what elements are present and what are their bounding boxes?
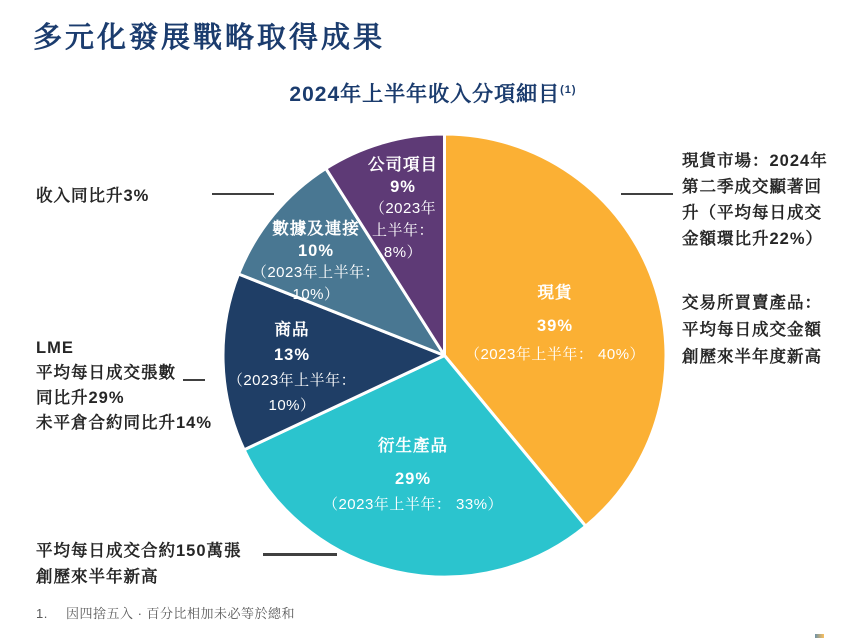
callout-line-revenue	[212, 193, 274, 195]
callout-line-lme	[183, 379, 205, 381]
footnote	[36, 603, 295, 622]
slice-prev-year: （2023年上半年： 40%）	[464, 346, 646, 363]
callout-line-adv	[263, 553, 337, 556]
chart-title-footnote-ref: (1)	[560, 84, 577, 96]
annotation-line: 現貨市場：2024年	[682, 152, 828, 170]
slice-prev-year: （2023年上半年： 33%）	[322, 496, 504, 513]
annotation-line: 金額環比升22%）	[682, 230, 824, 248]
pie-svg	[220, 131, 669, 580]
slice-percent: 10%	[297, 242, 335, 260]
annotation-line: 創歷來半年度新高	[682, 348, 822, 366]
annotation-line: 未平倉合約同比升14%	[36, 414, 213, 432]
annotation-line: LME	[36, 339, 74, 357]
slice-name: 商品	[274, 321, 310, 339]
annotation-cash-market	[682, 148, 828, 252]
slice-name: 現貨	[537, 284, 573, 302]
slice-prev-year: （2023年上半年：	[251, 264, 381, 281]
slice-percent: 29%	[394, 470, 432, 488]
slice-prev-year: 10%）	[268, 397, 316, 414]
bottom-edge-artifact	[815, 634, 824, 638]
annotation-line: 平均每日成交金額	[682, 321, 822, 339]
slice-prev-year: 上半年：	[371, 222, 434, 239]
slice-prev-year: （2023年上半年：	[227, 372, 357, 389]
annotation-line: 第二季成交顯著回	[682, 178, 822, 196]
annotation-line: 交易所買賣產品：	[682, 294, 822, 312]
slice-prev-year: 10%）	[292, 286, 340, 303]
annotation-lme	[36, 336, 212, 436]
chart-title-text: 2024年上半年收入分項細目	[289, 83, 561, 106]
callout-line-cash-market	[621, 193, 673, 195]
slice-name: 公司項目	[368, 156, 438, 174]
slice-prev-year: （2023年	[369, 200, 437, 217]
annotation-line: 同比升29%	[36, 389, 125, 407]
annotation-line: 平均每日成交合約150萬張	[36, 542, 242, 560]
slice-percent: 9%	[390, 178, 416, 196]
slice-prev-year: 8%）	[383, 244, 423, 261]
annotation-line: 創歷來半年新高	[36, 568, 159, 586]
annotation-line: 平均每日成交張數	[36, 364, 176, 382]
annotation-line: 升（平均每日成交	[682, 204, 822, 222]
footnote-marker: 1.	[36, 606, 48, 621]
slice-name: 數據及連接	[272, 220, 360, 238]
annotation-adv-contracts	[36, 538, 242, 590]
page-title: 多元化發展戰略取得成果	[33, 22, 386, 54]
annotation-line: 收入同比升3%	[36, 187, 150, 205]
pie-chart	[220, 131, 669, 580]
annotation-etp	[682, 290, 822, 371]
chart-title	[289, 78, 576, 108]
slice-percent: 13%	[273, 346, 311, 364]
slice-name: 衍生產品	[378, 437, 448, 455]
slice-percent: 39%	[536, 317, 574, 335]
footnote-text: 因四捨五入 · 百分比相加未必等於總和	[66, 606, 296, 621]
annotation-revenue-growth	[36, 184, 149, 209]
